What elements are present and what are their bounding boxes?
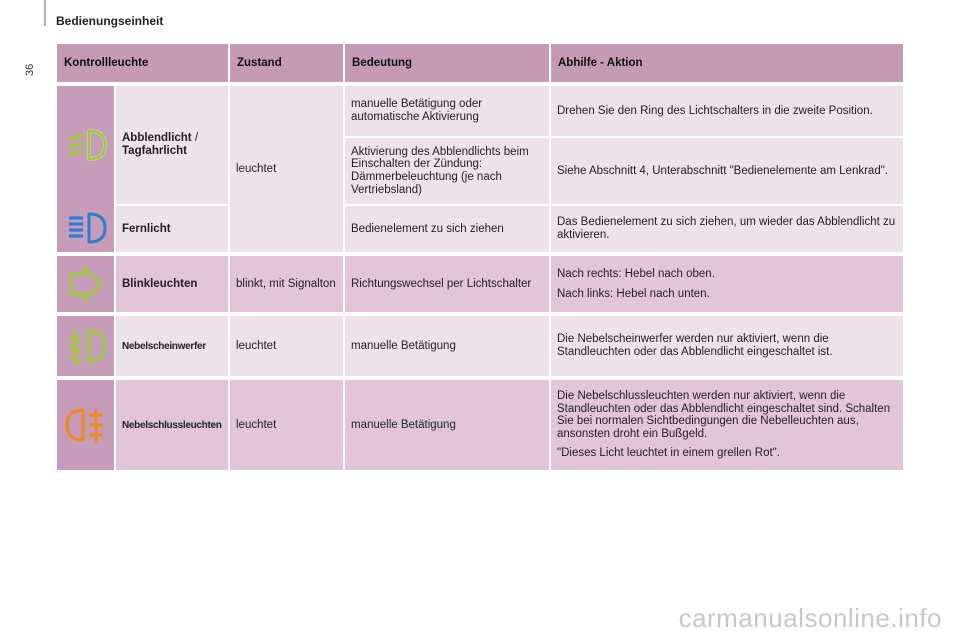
front-fog-state: leuchtet	[230, 316, 345, 376]
front-fog-label: Nebelscheinwerfer	[122, 340, 206, 352]
low-beam-separator: /	[191, 132, 199, 145]
table-row	[57, 204, 903, 252]
turn-signal-action-2: Nach links: Hebel nach unten.	[557, 287, 710, 300]
turn-signal-state: blinkt, mit Signalton	[230, 256, 345, 312]
header-state: Zustand	[230, 44, 345, 82]
rear-fog-light-icon	[63, 405, 109, 445]
table-row	[57, 86, 903, 136]
table-row	[57, 316, 903, 376]
low-beam-icon-cell	[57, 86, 116, 204]
turn-signal-meaning: Richtungswechsel per Lichtschalter	[345, 256, 551, 312]
headlights-action-3: Das Bedienelement zu sich ziehen, um wieder das Abblendlicht zu aktivieren.	[551, 204, 903, 252]
rear-fog-state: leuchtet	[230, 380, 345, 470]
front-fog-action: Die Nebelscheinwerfer werden nur aktiviert, wenn die Standleuchten oder das Abblendlicht eingeschaltet ist.	[551, 316, 903, 376]
section-title: Bedienungseinheit	[56, 14, 164, 28]
table-row	[57, 256, 903, 312]
warning-lights-table	[57, 44, 903, 470]
headlights-state: leuchtet	[230, 86, 345, 252]
high-beam-label: Fernlicht	[122, 222, 171, 235]
rear-fog-action-1: Die Nebelschlussleuchten werden nur aktiviert, wenn die Standleuchten oder das Abblendlicht eingeschaltet sind. Schalten Sie bei normalen Sichtbedingungen die Nebelleuchten aus, ansonsten droht ein Bußgeld.	[557, 389, 891, 440]
headlights-meaning-2: Aktivierung des Abblendlichts beim Einschalten der Zündung: Dämmerbeleuchtung (je nach Vertriebsland)	[345, 136, 551, 204]
headlights-meaning-3: Bedienelement zu sich ziehen	[345, 204, 551, 252]
turn-signal-action-1: Nach rechts: Hebel nach oben.	[557, 267, 715, 280]
turn-signal-label: Blinkleuchten	[122, 277, 198, 290]
header-action: Abhilfe - Aktion	[551, 44, 903, 82]
rear-fog-meaning: manuelle Betätigung	[345, 380, 551, 470]
rear-fog-action-2: "Dieses Licht leuchtet in einem grellen Rot".	[557, 447, 780, 460]
front-fog-light-icon	[63, 326, 109, 366]
headlights-action-2: Siehe Abschnitt 4, Unterabschnitt "Bedienelemente am Lenkrad".	[551, 136, 903, 204]
header-meaning: Bedeutung	[345, 44, 551, 82]
page-side-bar	[44, 0, 46, 26]
high-beam-icon-cell	[57, 204, 116, 252]
page-number: 36	[24, 63, 36, 76]
rear-fog-label: Nebelschlussleuchten	[122, 419, 222, 431]
watermark: carmanualsonline.info	[678, 603, 942, 633]
low-beam-icon	[63, 127, 109, 163]
high-beam-icon	[63, 210, 109, 246]
table-row	[57, 380, 903, 470]
headlights-meaning-1: manuelle Betätigung oder automatische Aktivierung	[345, 86, 551, 136]
front-fog-icon-cell	[57, 316, 116, 376]
rear-fog-icon-cell	[57, 380, 116, 470]
turn-signal-icon-cell	[57, 256, 116, 312]
header-indicator: Kontrollleuchte	[57, 44, 230, 82]
table-header-row	[57, 44, 903, 82]
drl-label: Tagfahrlicht	[122, 145, 187, 157]
front-fog-meaning: manuelle Betätigung	[345, 316, 551, 376]
low-beam-label: Abblendlicht	[122, 132, 192, 145]
headlights-action-1: Drehen Sie den Ring des Lichtschalters in die zweite Position.	[551, 86, 903, 136]
turn-signal-arrow-icon	[63, 264, 109, 304]
